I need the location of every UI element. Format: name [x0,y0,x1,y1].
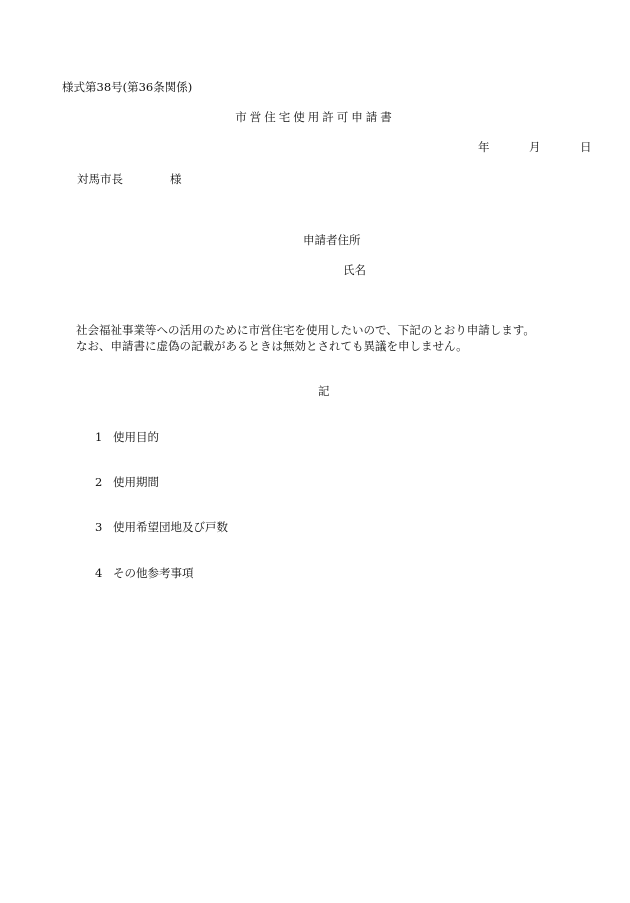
date-day-label: 日 [580,140,592,154]
item-label: 使用期間 [113,475,159,489]
ki-heading: 記 [318,384,330,398]
item-number: 4 [95,566,103,580]
body-text [76,322,535,354]
applicant-address-label: 申請者住所 [303,233,361,247]
list-item [95,475,159,489]
item-number: 2 [95,475,103,489]
item-number: 3 [95,520,103,534]
applicant-name-label: 氏名 [343,263,366,277]
list-item [95,430,159,444]
date-month-label: 月 [529,140,541,154]
date-year-label: 年 [478,140,490,154]
body-line-2: なお、申請書に虚偽の記載があるときは無効とされても異議を申しません。 [76,339,468,353]
addressee [77,172,182,186]
body-line-1: 社会福祉事業等への活用のために市営住宅を使用したいので、下記のとおり申請します。 [76,323,535,337]
document-title: 市営住宅使用許可申請書 [235,110,395,124]
list-item [95,520,228,534]
date-line [478,140,592,154]
item-number: 1 [95,430,103,444]
form-number: 様式第38号(第36条関係) [62,80,193,94]
list-item [95,566,194,580]
addressee-name: 対馬市長 [77,172,123,186]
item-label: 使用希望団地及び戸数 [113,520,228,534]
item-label: その他参考事項 [113,566,194,580]
item-label: 使用目的 [113,430,159,444]
addressee-honorific: 様 [170,172,182,186]
